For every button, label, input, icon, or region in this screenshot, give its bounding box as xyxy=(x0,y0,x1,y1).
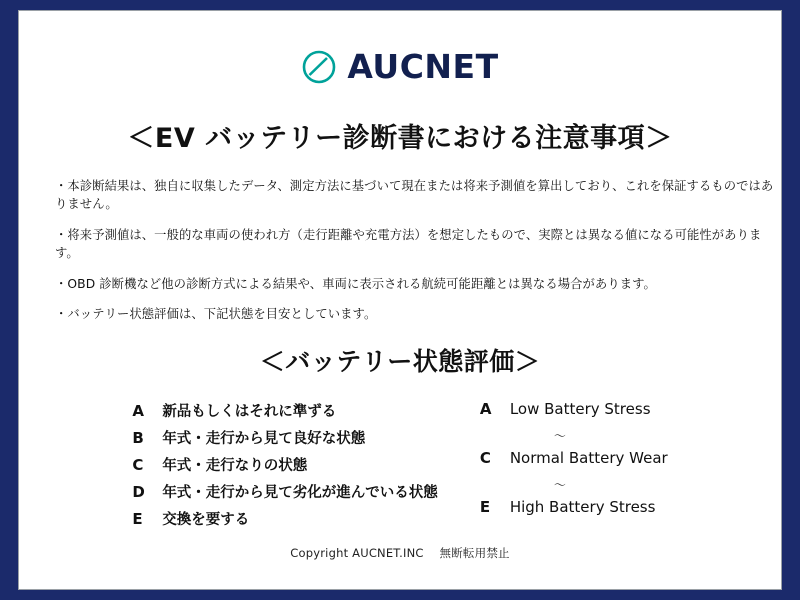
grade-letter: C xyxy=(132,455,144,474)
grade-row xyxy=(132,400,438,421)
grade-row xyxy=(132,427,438,448)
range-tilde: 〜 xyxy=(553,428,566,443)
grade-letter: B xyxy=(132,428,144,447)
section-title-battery-rating: ＜バッテリー状態評価＞ xyxy=(259,346,541,376)
note-item: ・将来予測値は、一般的な車両の使われ方（走行距離や充電方法）を想定したもので、実際とは異なる値になる可能性があります。 xyxy=(55,227,762,261)
copyright-text-jp: 無断転用禁止 xyxy=(439,546,510,560)
range-tilde: 〜 xyxy=(553,477,566,492)
grade-letter: E xyxy=(479,497,491,516)
grade-description: 交換を要する xyxy=(162,511,250,528)
note-item: ・バッテリー状態評価は、下記状態を目安としています。 xyxy=(55,307,377,322)
grade-row xyxy=(132,454,438,475)
grade-description: Normal Battery Wear xyxy=(509,448,668,467)
grade-letter: D xyxy=(132,482,145,501)
note-item: ・OBD 診断機など他の診断方式による結果や、車両に表示される航続可能距離とは異なる場合があります。 xyxy=(55,276,656,291)
grade-description: 年式・走行から見て劣化が進んでいる状態 xyxy=(162,484,438,501)
note-item: ・本診断結果は、独自に収集したデータ、測定方法に基づいて現在または将来予測値を算出しており、これを保証するものではありません。 xyxy=(55,179,774,212)
grade-letter: C xyxy=(479,448,491,467)
grade-row-separator xyxy=(480,427,668,443)
grade-row xyxy=(480,400,668,421)
grade-row xyxy=(480,498,668,519)
grade-row-separator xyxy=(480,476,668,492)
grade-column-japanese xyxy=(132,400,438,529)
grade-letter: A xyxy=(132,401,144,420)
brand-name: AUCNET xyxy=(347,47,499,86)
grade-row xyxy=(480,449,668,470)
grade-column-english xyxy=(480,400,668,529)
grade-row xyxy=(132,508,438,529)
copyright-text-en: Copyright AUCNET.INC xyxy=(290,546,424,560)
grade-description: High Battery Stress xyxy=(509,497,656,516)
grade-letter: E xyxy=(132,509,143,528)
aucnet-circle-logo-icon xyxy=(301,49,337,85)
grade-letter: A xyxy=(479,399,492,418)
notes-list xyxy=(55,177,781,324)
grade-description: Low Battery Stress xyxy=(509,399,651,418)
grade-description: 新品もしくはそれに準ずる xyxy=(162,403,337,420)
grade-row xyxy=(132,481,438,502)
slide-content-frame xyxy=(18,10,782,590)
grade-description: 年式・走行なりの状態 xyxy=(162,457,308,474)
page-title: ＜EV バッテリー診断書における注意事項＞ xyxy=(127,123,673,154)
battery-grade-table xyxy=(19,400,781,529)
grade-description: 年式・走行から見て良好な状態 xyxy=(162,430,366,447)
brand-logo xyxy=(19,47,781,86)
copyright-notice xyxy=(19,545,781,561)
